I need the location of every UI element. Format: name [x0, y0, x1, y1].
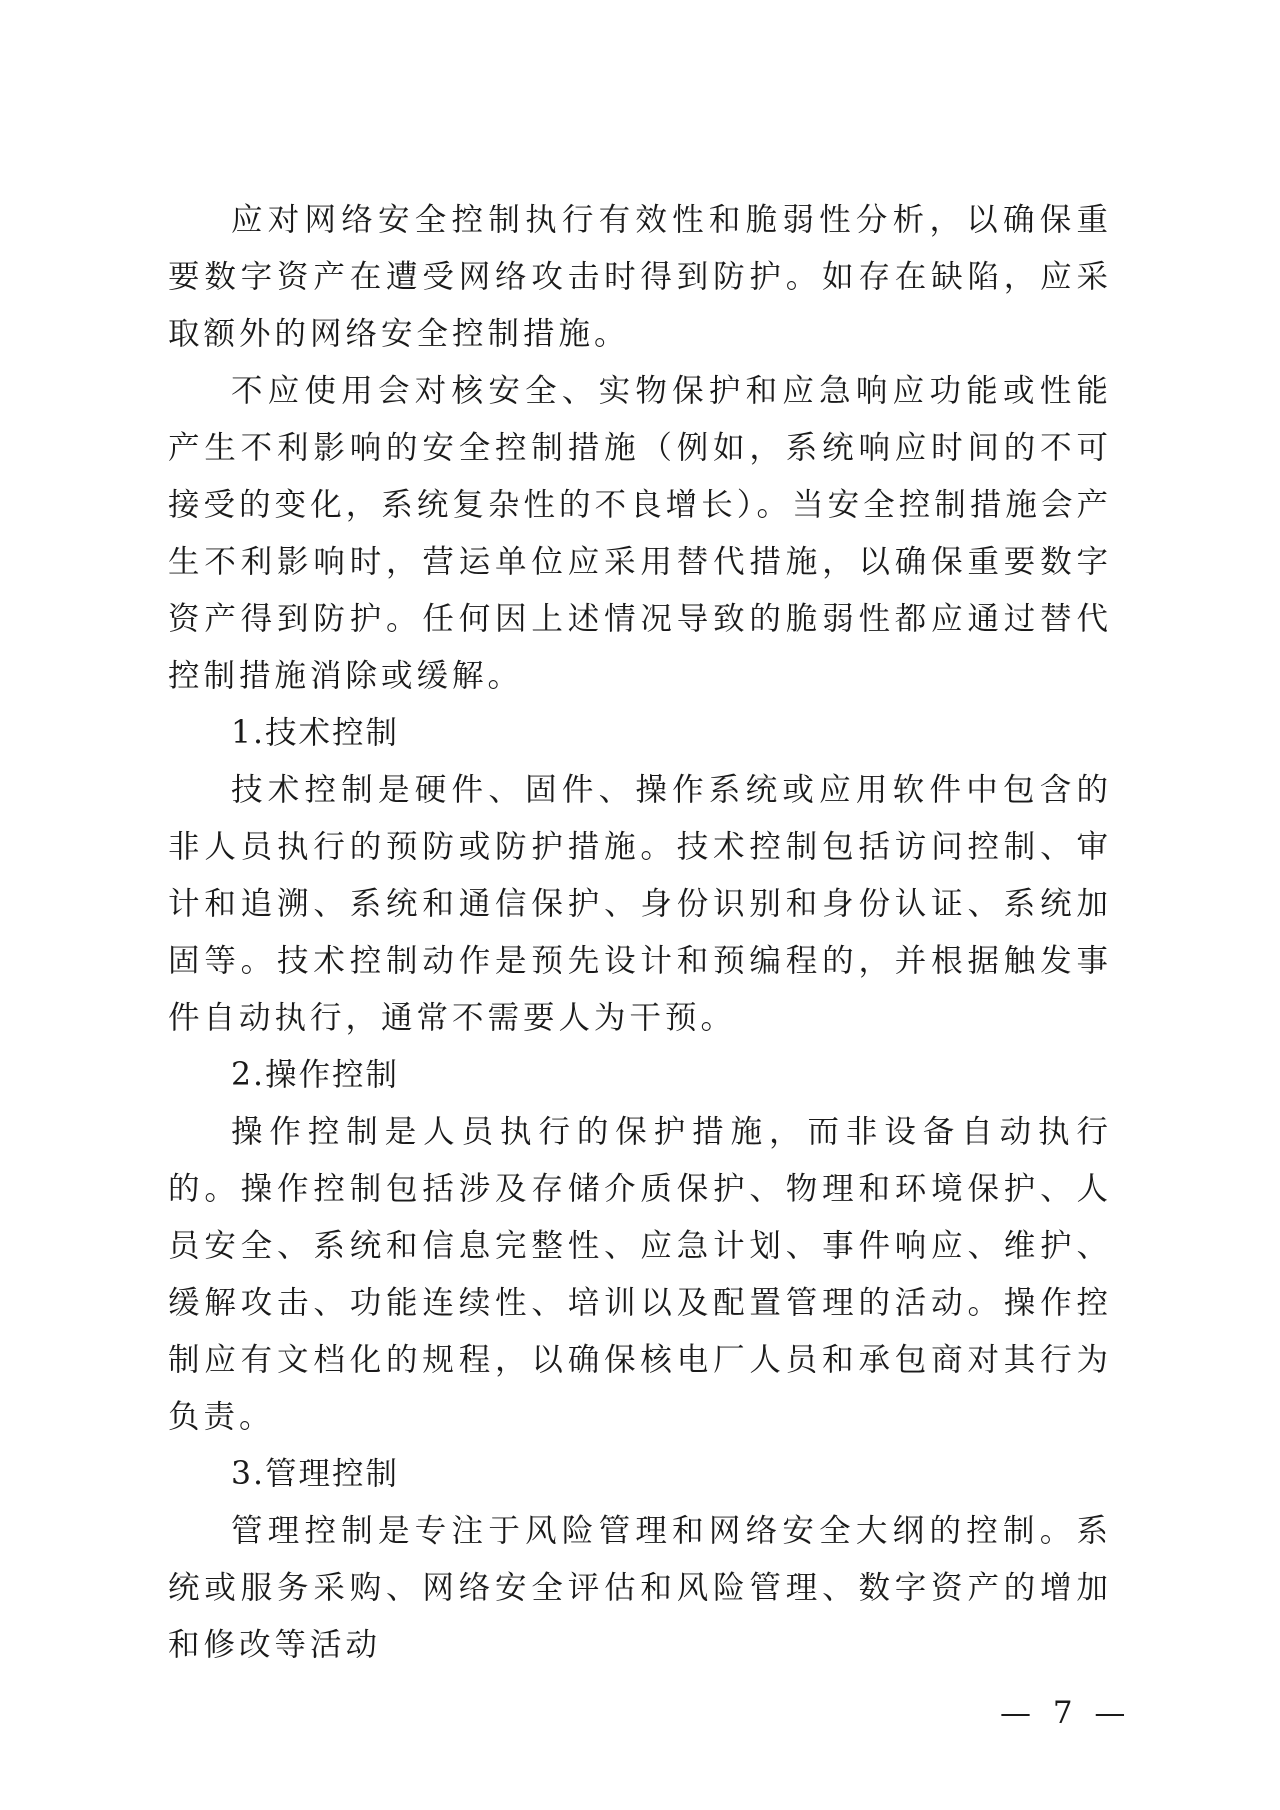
heading-operational-control: 2.操作控制 — [231, 1057, 400, 1093]
paragraph-technical-control: 技术控制是硬件、固件、操作系统或应用软件中包含的非人员执行的预防或防护措施。技术控制包括访问控制、审计和追溯、系统和通信保护、身份识别和身份认证、系统加固等。技术控制动作是预先设计和预编程的，并根据触发事件自动执行，通常不需要人为干预。 — [168, 772, 1112, 1036]
page-number: — 7 — — [1000, 1695, 1132, 1731]
paragraph-operational-control: 操作控制是人员执行的保护措施，而非设备自动执行的。操作控制包括涉及存储介质保护、物理和环境保护、人员安全、系统和信息完整性、应急计划、事件响应、维护、缓解攻击、功能连续性、培训以及配置管理的活动。操作控制应有文档化的规程，以确保核电厂人员和承包商对其行为负责。 — [168, 1114, 1112, 1435]
body-text — [168, 192, 1112, 1674]
paragraph-effectiveness-analysis: 应对网络安全控制执行有效性和脆弱性分析，以确保重要数字资产在遭受网络攻击时得到防护。如存在缺陷，应采取额外的网络安全控制措施。 — [168, 202, 1112, 352]
heading-management-control: 3.管理控制 — [231, 1456, 400, 1492]
heading-technical-control: 1.技术控制 — [231, 715, 400, 751]
paragraph-management-control: 管理控制是专注于风险管理和网络安全大纲的控制。系统或服务采购、网络安全评估和风险管理、数字资产的增加和修改等活动 — [168, 1513, 1112, 1663]
paragraph-adverse-impact: 不应使用会对核安全、实物保护和应急响应功能或性能产生不利影响的安全控制措施（例如，系统响应时间的不可接受的变化，系统复杂性的不良增长）。当安全控制措施会产生不利影响时，营运单位应采用替代措施，以确保重要数字资产得到防护。任何因上述情况导致的脆弱性都应通过替代控制措施消除或缓解。 — [168, 373, 1112, 694]
